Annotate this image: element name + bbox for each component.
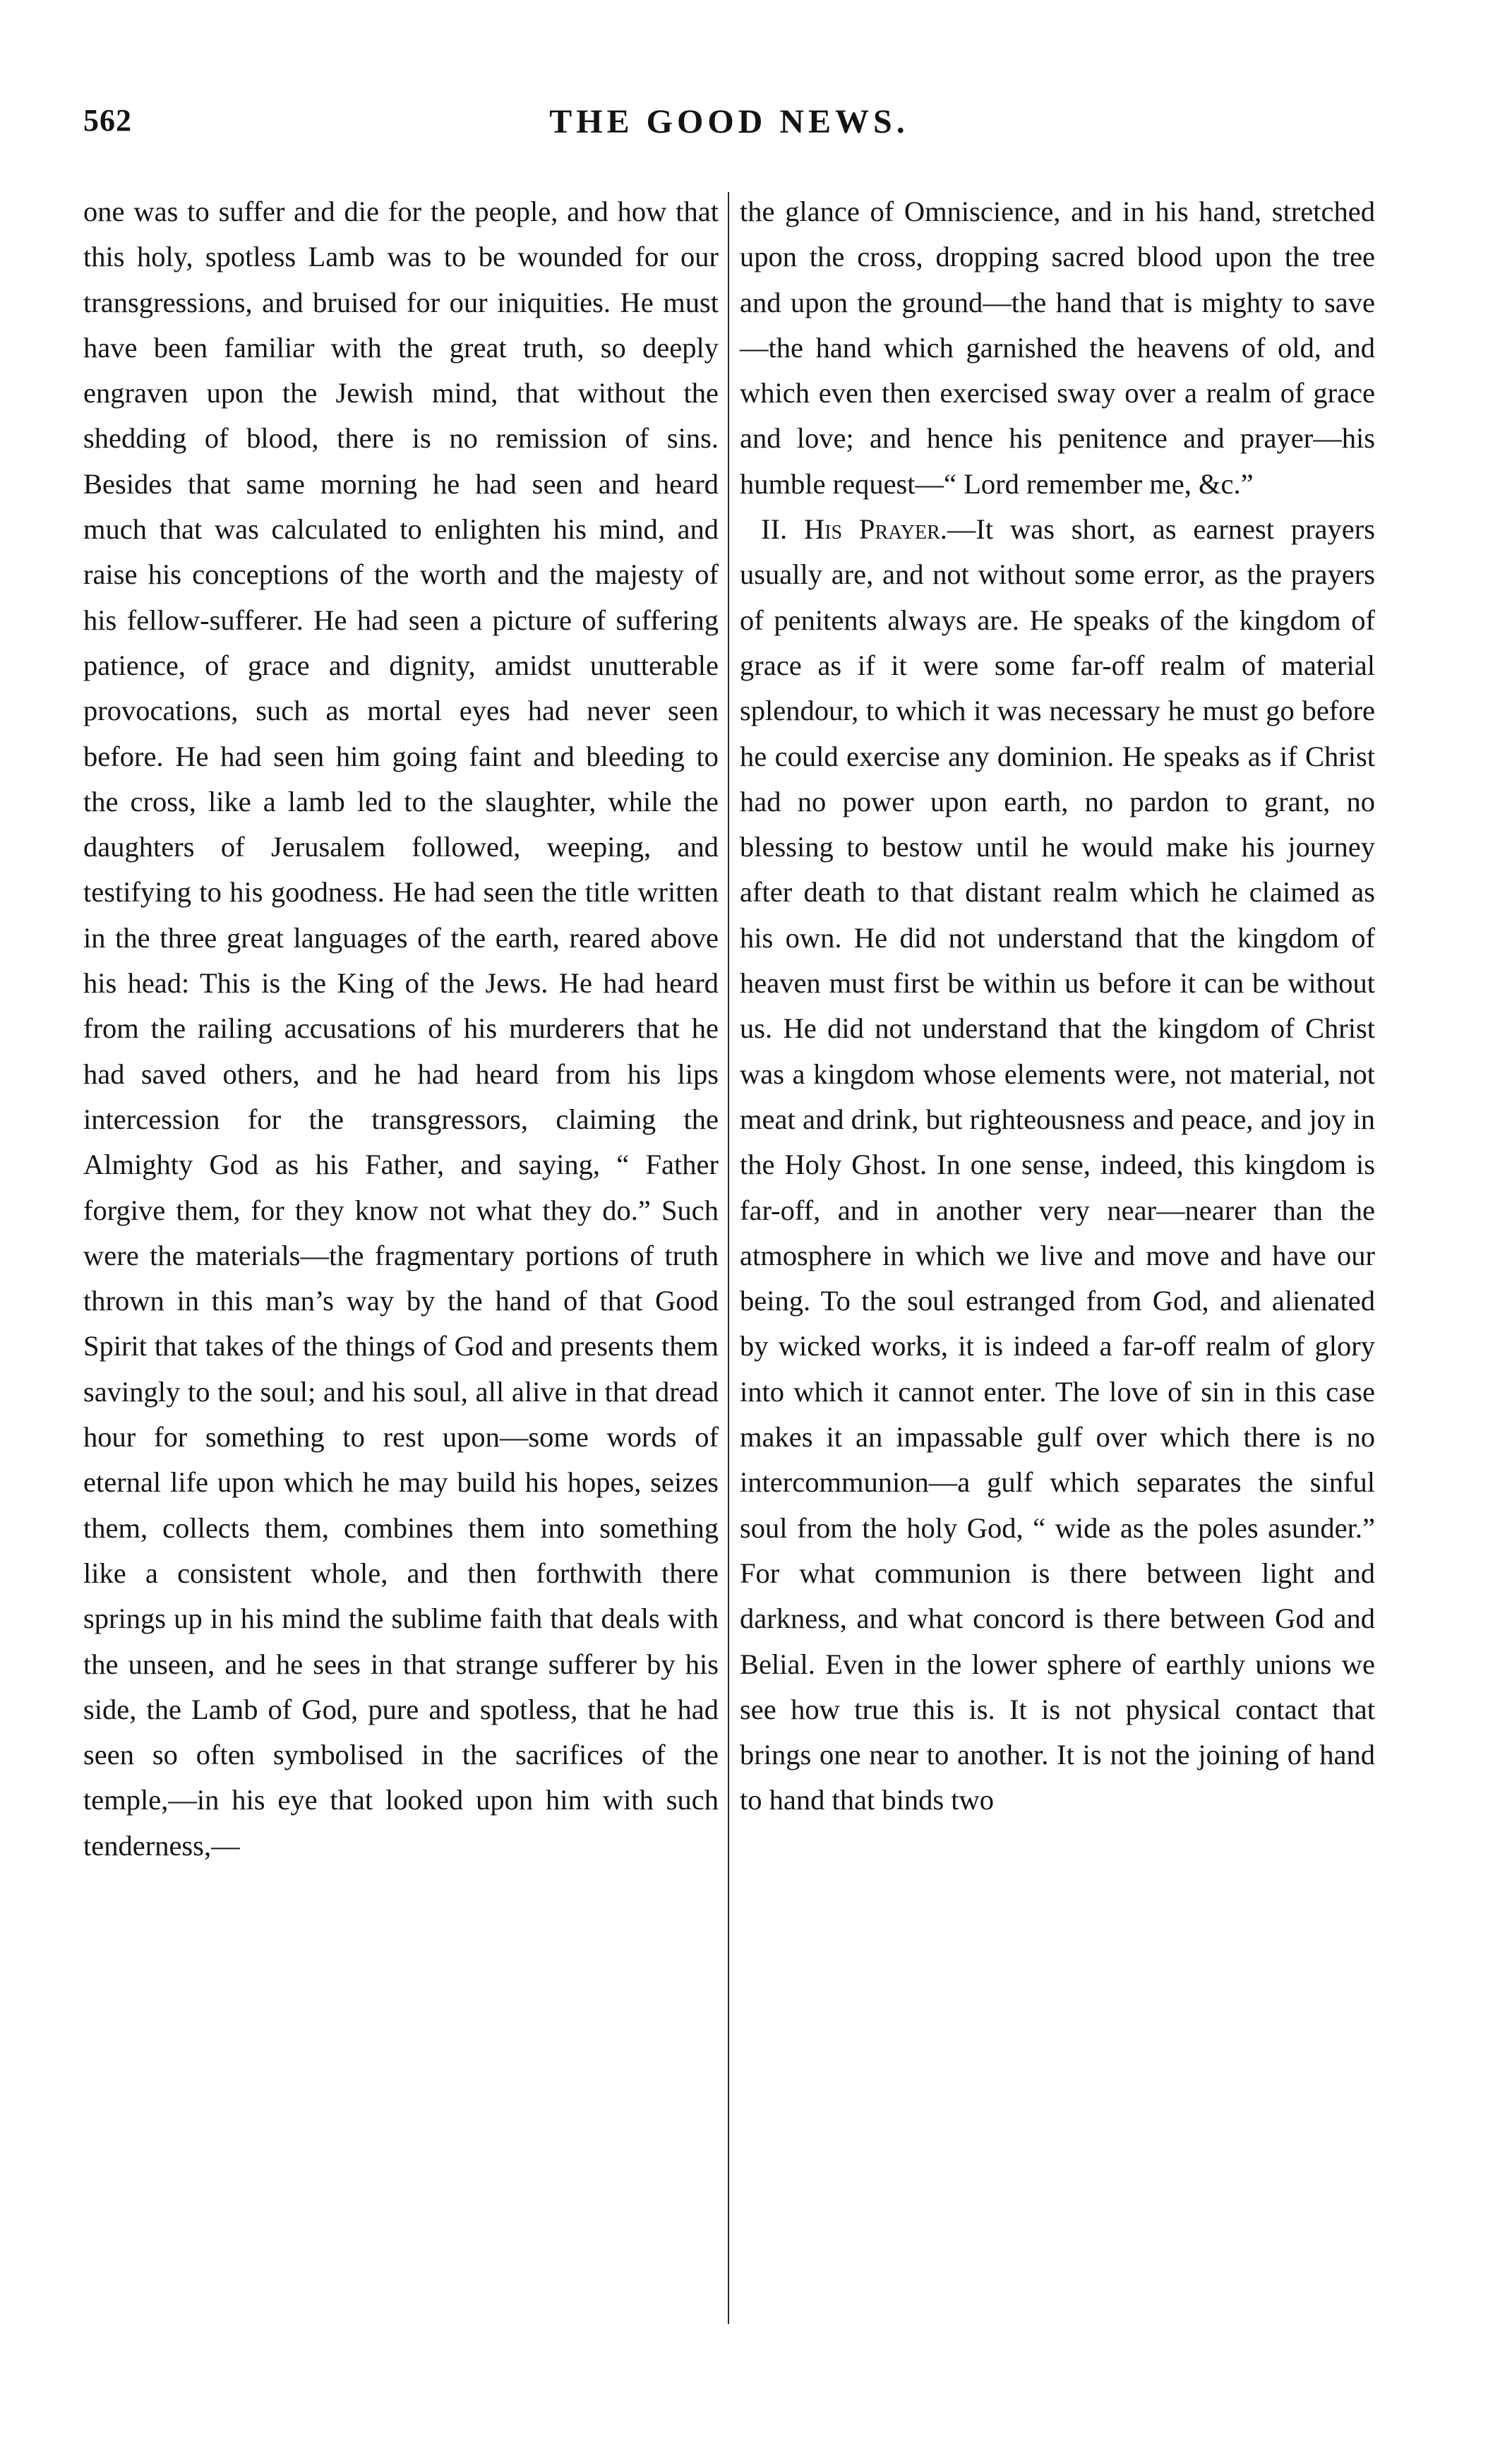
right-paragraph-section-ii — [740, 507, 1375, 1823]
running-title: THE GOOD NEWS. — [549, 103, 909, 140]
page-number: 562 — [83, 103, 132, 138]
section-number: II. — [761, 513, 788, 546]
section-heading: His Prayer. — [803, 513, 947, 546]
right-column — [740, 189, 1375, 1823]
left-paragraph: one was to suffer and die for the people, and how that this holy, spotless Lamb was to be wounded for our transgressions, and bruised for our iniquities. He must have been familiar with the great truth, so deeply engraven upon the Jewish mind, that without the shedding of blood, there is no remission of sins. Besides that same morning he had seen and heard much that was calculated to enlighten his mind, and raise his conceptions of the worth and the majesty of his fellow-sufferer. He had seen a picture of suffering patience, of grace and dignity, amidst unutterable provocations, such as mortal eyes had never seen before. He had seen him going faint and bleeding to the cross, like a lamb led to the slaughter, while the daughters of Jerusalem followed, weeping, and testifying to his goodness. He had seen the title written in the three great languages of the earth, reared above his head: This is the King of the Jews. He had heard from the railing accusations of his murderers that he had saved others, and he had heard from his lips intercession for the transgressors, claiming the Almighty God as his Father, and saying, “ Father forgive them, for they know not what they do.” Such were the materials—the fragmentary portions of truth thrown in this man’s way by the hand of that Good Spirit that takes of the things of God and presents them savingly to the soul; and his soul, all alive in that dread hour for something to rest upon—some words of eternal life upon which he may build his hopes, seizes them, collects them, combines them into something like a consistent whole, and then forthwith there springs up in his mind the sublime faith that deals with the unseen, and he sees in that strange sufferer by his side, the Lamb of God, pure and spotless, that he had seen so often symbolised in the sacrifices of the temple,—in his eye that looked upon him with such tenderness,— — [83, 196, 719, 1862]
right-paragraph-continued: the glance of Omniscience, and in his hand, stretched upon the cross, dropping sacred blood upon the tree and upon the ground—the hand that is mighty to save —the hand which garnished the heavens of old, and which even then exercised sway over a realm of grace and love; and hence his penitence and prayer—his humble request—“ Lord remember me, &c.” — [740, 196, 1375, 500]
section-body: —It was short, as earnest prayers usually are, and not without some error, as the prayers of penitents always are. He speaks of the kingdom of grace as if it were some far-off realm of material splendour, to which it was necessary he must go before he could exercise any dominion. He speaks as if Christ had no power upon earth, no pardon to grant, no blessing to bestow until he would make his journey after death to that distant realm which he claimed as his own. He did not understand that the kingdom of heaven must first be within us before it can be without us. He did not understand that the kingdom of Christ was a kingdom whose elements were, not material, not meat and drink, but righteousness and peace, and joy in the Holy Ghost. In one sense, indeed, this kingdom is far-off, and in another very near—nearer than the atmosphere in which we live and move and have our being. To the soul estranged from God, and alienated by wicked works, it is indeed a far-off realm of glory into which it cannot enter. The love of sin in this case makes it an impassable gulf over which there is no intercommunion—a gulf which separates the sinful soul from the holy God, “ wide as the poles asunder.” For what communion is there between light and darkness, and what concord is there between God and Belial. Even in the lower sphere of earthly unions we see how true this is. It is not physical contact that brings one near to another. It is not the joining of hand to hand that binds two — [740, 513, 1376, 1816]
left-column — [83, 189, 719, 1869]
page-header — [83, 102, 1375, 152]
column-divider — [728, 192, 729, 2324]
